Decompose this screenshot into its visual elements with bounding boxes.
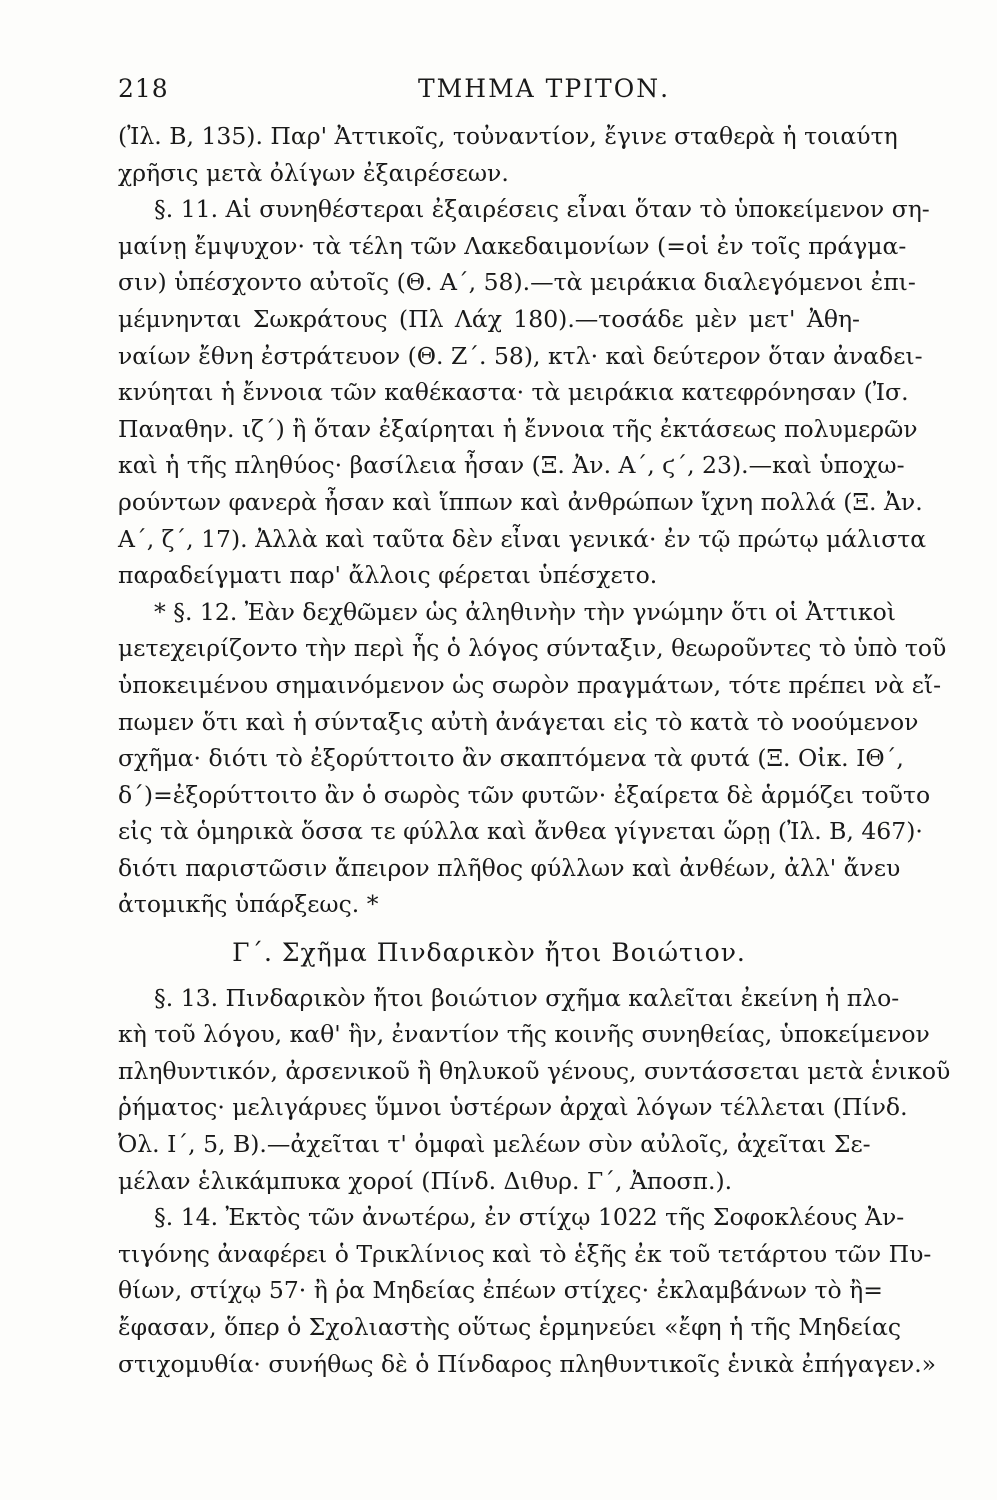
body-text [118,118,951,1382]
text-line: (Ἰλ. Β, 135). Παρ' Ἀττικοῖς, τοὐναντίον, ἔγινε σταθερὰ ἡ τοιαύτη [118,122,898,150]
text-line: πληθυντικόν, ἀρσενικοῦ ἢ θηλυκοῦ γένους, συντάσσεται μετὰ ἑνικοῦ [118,1056,951,1085]
text-line: ἀτομικῆς ὑπάρξεως. * [118,890,379,919]
text-line: κὴ τοῦ λόγου, καθ' ἣν, ἐναντίον τῆς κοινῆς συνηθείας, ὑποκείμενον [118,1020,930,1049]
text-line: Παναθην. ιζ΄) ἢ ὅταν ἐξαίρηται ἡ ἔννοια τῆς ἐκτάσεως πολυμερῶν [118,414,918,443]
text-line: κνύηται ἡ ἔννοια τῶν καθέκαστα· τὰ μειράκια κατεφρόνησαν (Ἰσ. [118,378,909,407]
text-line: πωμεν ὅτι καὶ ἡ σύνταξις αὐτὴ ἀνάγεται εἰς τὸ κατὰ τὸ νοούμενον [118,707,919,736]
text-line: ναίων ἔθνη ἐστράτευον (Θ. Ζ΄. 58), κτλ· καὶ δεύτερον ὅταν ἀναδει- [118,341,923,370]
text-line: μέμνηνται Σωκράτους (Πλ Λάχ 180).—τοσάδε μὲν μετ' Ἀθη- [118,304,860,333]
text-line: ρούντων φανερὰ ἦσαν καὶ ἵππων καὶ ἀνθρώπων ἴχνη πολλά (Ξ. Ἀν. [118,487,923,516]
text-line: παραδείγματι παρ' ἄλλοις φέρεται ὑπέσχετο. [118,561,658,590]
text-line: μετεχειρίζοντο τὴν περὶ ἧς ὁ λόγος σύνταξιν, θεωροῦντες τὸ ὑπὸ τοῦ [118,634,947,663]
text-line: ἔφασαν, ὅπερ ὁ Σχολιαστὴς οὕτως ἑρμηνεύει «ἔφη ἡ τῆς Μηδείας [118,1313,902,1341]
text-line: §. 13. Πινδαρικὸν ἤτοι βοιώτιον σχῆμα καλεῖται ἐκείνη ἡ πλο- [154,983,900,1012]
text-line: σιν) ὑπέσχοντο αὐτοῖς (Θ. Α΄, 58).—τὰ μειράκια διαλεγόμενοι ἐπι- [118,268,916,297]
text-line: θίων, στίχῳ 57· ἢ ῥα Μηδείας ἐπέων στίχες· ἐκλαμβάνων τὸ ἢ= [118,1276,883,1305]
text-line: μέλαν ἑλικάμπυκα χοροί (Πίνδ. Διθυρ. Γ΄, Ἀποσπ.). [118,1166,733,1195]
paragraph-intro [118,118,898,191]
text-line: §. 14. Ἐκτὸς τῶν ἀνωτέρω, ἐν στίχῳ 1022 τῆς Σοφοκλέους Ἀν- [154,1203,905,1232]
text-line: χρῆσις μετὰ ὀλίγων ἐξαιρέσεων. [118,158,509,187]
text-line: Ὀλ. Ι΄, 5, Β).—ἀχεῖται τ' ὀμφαὶ μελέων σὺν αὐλοῖς, ἀχεῖται Σε- [118,1130,871,1159]
text-line: §. 11. Αἱ συνηθέστεραι ἐξαιρέσεις εἶναι ὅταν τὸ ὑποκείμενον ση- [154,195,930,224]
text-line: στιχομυθία· συνήθως δὲ ὁ Πίνδαρος πληθυντικοῖς ἑνικὰ ἐπήγαγεν.» [118,1349,937,1378]
paragraph-section-11 [118,191,930,594]
text-line: Α΄, ζ΄, 17). Ἀλλὰ καὶ ταῦτα δὲν εἶναι γενικά· ἐν τῷ πρώτῳ μάλιστα [118,524,927,553]
section-heading: Γ΄. Σχῆμα Πινδαρικὸν ἤτοι Βοιώτιον. [232,938,746,968]
page-header [118,74,860,108]
paragraph-section-13 [118,980,951,1200]
page-number: 218 [118,74,169,103]
text-line: σχῆμα· διότι τὸ ἐξορύττοιτο ἂν σκαπτόμενα τὰ φυτά (Ξ. Οἰκ. ΙΘ΄, [118,744,904,773]
text-line: εἰς τὰ ὁμηρικὰ ὅσσα τε φύλλα καὶ ἄνθεα γίγνεται ὥρῃ (Ἰλ. Β, 467)· [118,817,923,846]
text-line: * §. 12. Ἐὰν δεχθῶμεν ὡς ἀληθινὴν τὴν γνώμην ὅτι οἱ Ἀττικοὶ [154,597,896,626]
text-line: δ΄)=ἐξορύττοιτο ἂν ὁ σωρὸς τῶν φυτῶν· ἐξαίρετα δὲ ἁρμόζει τοῦτο [118,780,931,809]
paragraph-section-14 [118,1199,937,1382]
text-line: μαίνῃ ἔμψυχον· τὰ τέλη τῶν Λακεδαιμονίων (=οἱ ἐν τοῖς πράγμα- [118,231,907,260]
text-line: τιγόνης ἀναφέρει ὁ Τρικλίνιος καὶ τὸ ἑξῆς ἐκ τοῦ τετάρτου τῶν Πυ- [118,1239,932,1268]
text-line: ῥήματος· μελιγάρυες ὕμνοι ὑστέρων ἀρχαὶ λόγων τέλλεται (Πίνδ. [118,1093,908,1122]
text-line: διότι παριστῶσιν ἄπειρον πλῆθος φύλλων καὶ ἀνθέων, ἀλλ' ἄνευ [118,853,901,882]
text-line: ὑποκειμένου σημαινόμενον ὡς σωρὸν πραγμάτων, τότε πρέπει νὰ εἴ- [118,670,942,699]
text-line: καὶ ἡ τῆς πληθύος· βασίλεια ἦσαν (Ξ. Ἀν. Α΄, ϛ΄, 23).—καὶ ὑποχω- [118,451,905,480]
running-head: ΤΜΗΜΑ ΤΡΙΤΟΝ. [418,74,671,103]
paragraph-section-12 [118,594,947,923]
